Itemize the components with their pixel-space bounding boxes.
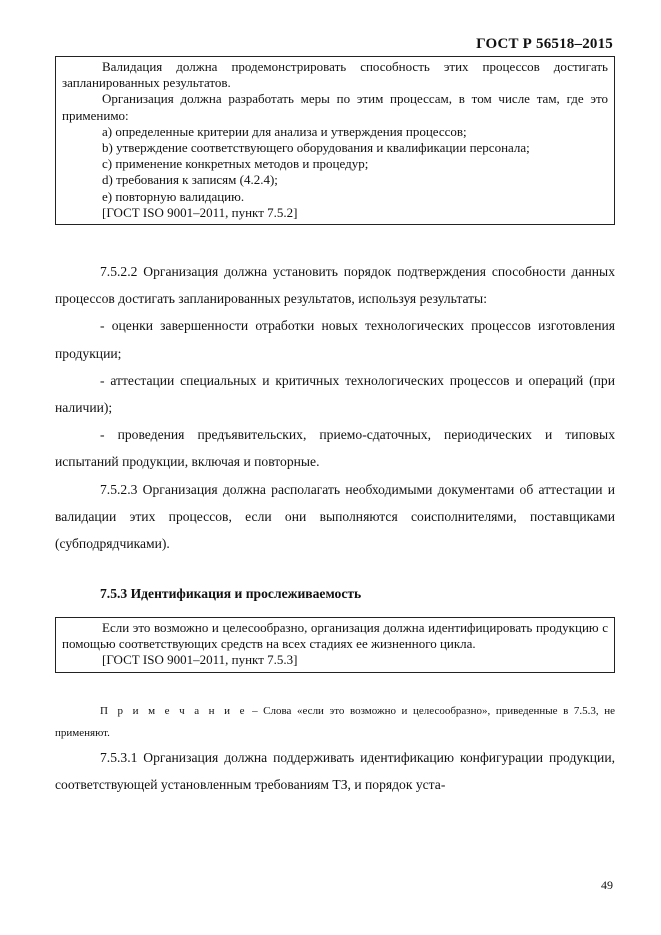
paragraph-7-5-3-1: 7.5.3.1 Организация должна поддерживать идентификацию конфигурации продукции, соответствующей установленным требованиям ТЗ, и порядок уста- [55, 750, 615, 793]
box-list-item: e) повторную валидацию. [102, 188, 245, 204]
quoted-requirement-box-7-5-2 [55, 56, 615, 225]
note-label: П р и м е ч а н и е [100, 705, 247, 717]
note-paragraph [55, 700, 615, 744]
section-heading-7-5-3: 7.5.3 Идентификация и прослеживаемость [100, 586, 362, 601]
body-section-7-5-2 [55, 258, 615, 557]
page-number: 49 [601, 878, 613, 892]
box-list-item: b) утверждение соответствующего оборудования и квалификации персонала; [102, 140, 530, 156]
list-item-dash: - проведения предъявительских, приемо-сдаточных, периодических и типовых испытаний продукции, включая и повторные. [55, 427, 615, 470]
note-block [55, 700, 615, 744]
box-paragraph: Валидация должна продемонстрировать способность этих процессов достигать запланированных результатов. [62, 59, 608, 91]
body-section-7-5-3 [55, 744, 615, 798]
paragraph-7-5-2-3: 7.5.2.3 Организация должна располагать необходимыми документами об аттестации и валидации этих процессов, если они выполняются соисполнителями, поставщиками (субподрядчиками). [55, 481, 615, 552]
note-text: – Слова «если это возможно и целесообразно», приведенные в 7.5.3, не применяют. [55, 705, 616, 739]
list-item-dash: - аттестации специальных и критичных технологических процессов и операций (при наличии); [55, 372, 615, 416]
box-list-item: c) применение конкретных методов и процедур; [102, 156, 369, 172]
box-list-item: d) требования к записям (4.2.4); [102, 172, 278, 188]
box-list-item: а) определенные критерии для анализа и утверждения процессов; [102, 123, 467, 139]
document-code-header: ГОСТ Р 56518–2015 [476, 36, 613, 52]
box-paragraph: Если это возможно и целесообразно, организация должна идентифицировать продукцию с помощью соответствующих средств на всех стадиях ее жизненного цикла. [62, 620, 608, 652]
list-item-dash: - оценки завершенности отработки новых технологических процессов изготовления продукции; [55, 318, 615, 361]
paragraph-7-5-2-2: 7.5.2.2 Организация должна установить порядок подтверждения способности данных процессов достигать запланированных результатов, используя результаты: [55, 264, 615, 307]
box-paragraph: Организация должна разработать меры по этим процессам, в том числе там, где это применимо: [62, 91, 608, 123]
box-citation: [ГОСТ ISO 9001–2011, пункт 7.5.2] [102, 204, 298, 220]
quoted-requirement-box-7-5-3 [55, 617, 615, 673]
box-citation: [ГОСТ ISO 9001–2011, пункт 7.5.3] [102, 652, 298, 668]
